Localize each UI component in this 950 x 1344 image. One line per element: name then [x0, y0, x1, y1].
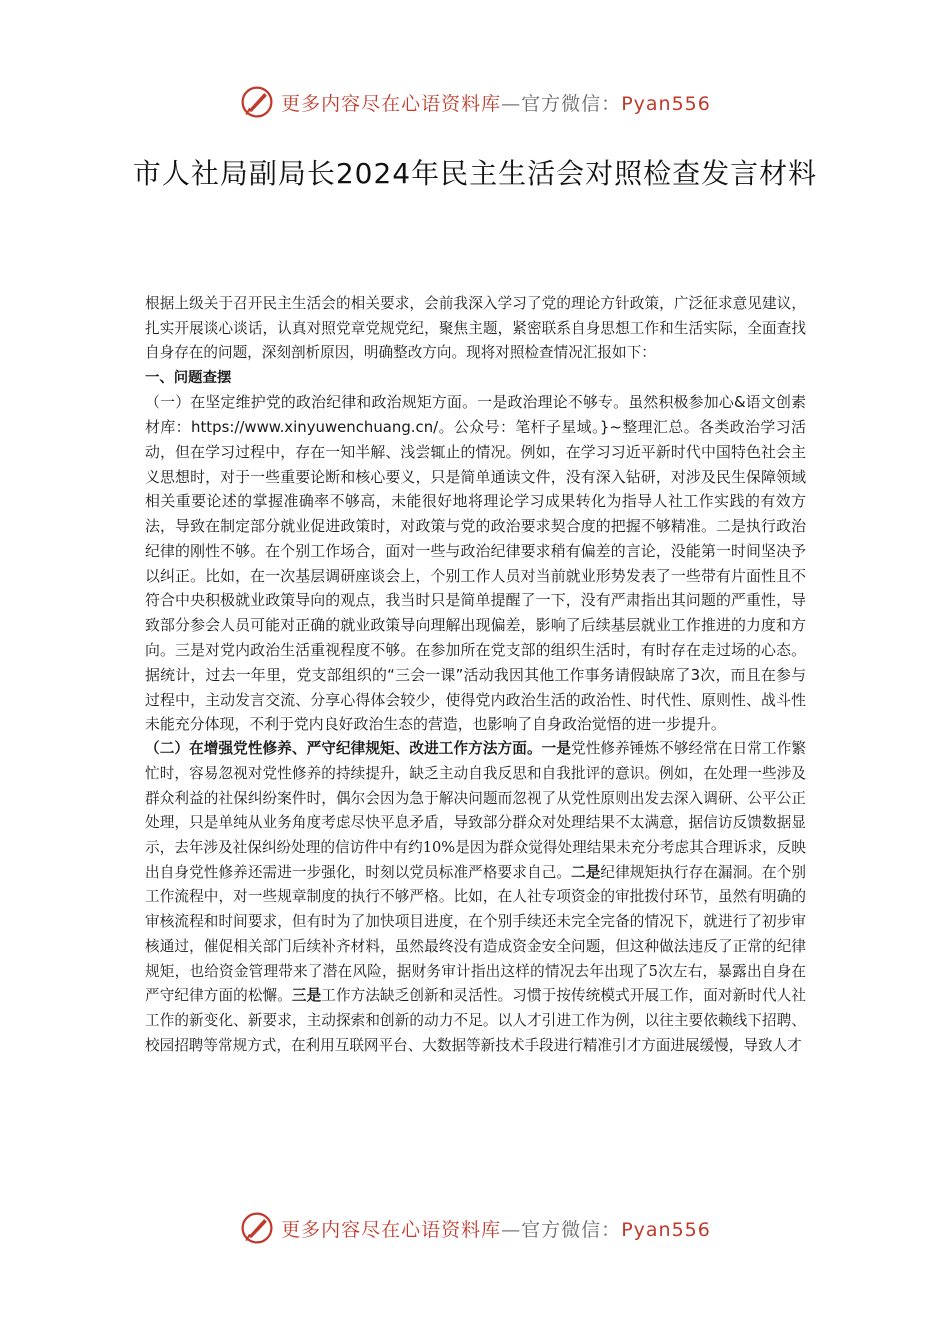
point-text-3: 工作方法缺乏创新和灵活性。习惯于按传统模式开展工作，面对新时代人社工作的新变化、新要求，主动探索和创新的动力不足。以人才引进工作为例，以往主要依赖线下招聘、校园招聘等常规方式，在利用互联网平台、大数据等新技术手段进行精准引才方面进展缓慢，导致人才: [145, 987, 806, 1054]
footer-watermark-banner: [0, 1208, 950, 1248]
paragraph-party-spirit: [145, 737, 806, 1058]
banner-main-text: 更多内容尽在心语资料库: [281, 92, 502, 115]
point-text-1: 党性修养锤炼不够经常在日常工作繁忙时，容易忽视对党性修养的持续提升，缺乏主动自我反思和自我批评的意识。例如，在处理一些涉及群众利益的社保纠纷案件时，偶尔会因为急于解决问题而忽视了从党性原则出发去深入调研、公平公正处理，只是单纯从业务角度考虑尽快平息矛盾，导致部分群众对处理结果不太满意，据信访反馈数据显示，去年涉及社保纠纷处理的信访件中有约10%是因为群众觉得处理结果未充分考虑其合理诉求，反映出自身党性修养还需进一步强化，时刻以党员标准严格要求自己。: [145, 740, 806, 881]
paragraph-subheading: （二）在增强党性修养、严守纪律规矩、改进工作方法方面。: [145, 740, 542, 758]
banner-wechat-id: Pyan556: [621, 1218, 711, 1241]
point-marker-3: 三是: [291, 987, 322, 1005]
header-watermark-banner: [0, 82, 950, 122]
intro-paragraph: 根据上级关于召开民主生活会的相关要求，会前我深入学习了党的理论方针政策，广泛征求意见建议，扎实开展谈心谈话，认真对照党章党规党纪，聚焦主题，紧密联系自身思想工作和生活实际，全面查找自身存在的问题，深刻剖析原因，明确整改方向。现将对照检查情况汇报如下：: [145, 295, 806, 362]
banner-text: [281, 89, 711, 116]
document-title: 市人社局副局长2024年民主生活会对照检查发言材料: [132, 157, 818, 190]
section-heading: 一、问题查摆: [145, 370, 232, 387]
point-marker-1: 一是: [541, 740, 572, 758]
banner-separator: —: [501, 92, 522, 115]
banner-wechat-label: 官方微信：: [521, 92, 622, 115]
banner-main-text: 更多内容尽在心语资料库: [281, 1218, 502, 1241]
banner-wechat-id: Pyan556: [621, 92, 711, 115]
paragraph-political-discipline: （一）在坚定维护党的政治纪律和政治规矩方面。一是政治理论不够专。虽然积极参加心&语文创素材库：https://www.xinyuwenchuang.cn/。公众号：笔杆子星域。}~整理汇总。各类政治学习活动，但在学习过程中，存在一知半解、浅尝辄止的情况。例如，在学习习近平新时代中国特色社会主义思想时，对于一些重要论断和核心要义，只是简单通读文件，没有深入钻研，对涉及民生保障领域相关重要论述的掌握准确率不够高，未能很好地将理论学习成果转化为指导人社工作实践的有效方法，导致在制定部分就业促进政策时，对政策与党的政治要求契合度的把握不够精准。二是执行政治纪律的刚性不够。在个别工作场合，面对一些与政治纪律要求稍有偏差的言论，没能第一时间坚决予以纠正。比如，在一次基层调研座谈会上，个别工作人员对当前就业形势发表了一些带有片面性且不符合中央积极就业政策导向的观点，我当时只是简单提醒了一下，没有严肃指出其问题的严重性，导致部分参会人员可能对正确的就业政策导向理解出现偏差，影响了后续基层就业工作推进的力度和方向。三是对党内政治生活重视程度不够。在参加所在党支部的组织生活时，有时存在走过场的心态。据统计，过去一年里，党支部组织的“三会一课”活动我因其他工作事务请假缺席了3次，而且在参与过程中，主动发言交流、分享心得体会较少，使得党内政治生活的政治性、时代性、原则性、战斗性未能充分体现，不利于党内良好政治生态的营造，也影响了自身政治觉悟的进一步提升。: [145, 393, 806, 734]
banner-wechat-label: 官方微信：: [521, 1218, 622, 1241]
banner-separator: —: [501, 1218, 522, 1241]
quill-logo-icon: [239, 1210, 275, 1246]
point-marker-2: 二是: [571, 863, 601, 881]
document-body: [145, 292, 806, 1058]
quill-logo-icon: [239, 84, 275, 120]
banner-text: [281, 1215, 711, 1242]
point-text-2: 纪律规矩执行存在漏洞。在个别工作流程中，对一些规章制度的执行不够严格。比如，在人社专项资金的审批拨付环节，虽然有明确的审核流程和时间要求，但有时为了加快项目进度，在个别手续还未完全完备的情况下，就进行了初步审核通过，催促相关部门后续补齐材料，虽然最终没有造成资金安全问题，但这种做法违反了正常的纪律规矩，也给资金管理带来了潜在风险，据财务审计指出这样的情况去年出现了5次左右，暴露出自身在严守纪律方面的松懈。: [145, 863, 806, 1005]
